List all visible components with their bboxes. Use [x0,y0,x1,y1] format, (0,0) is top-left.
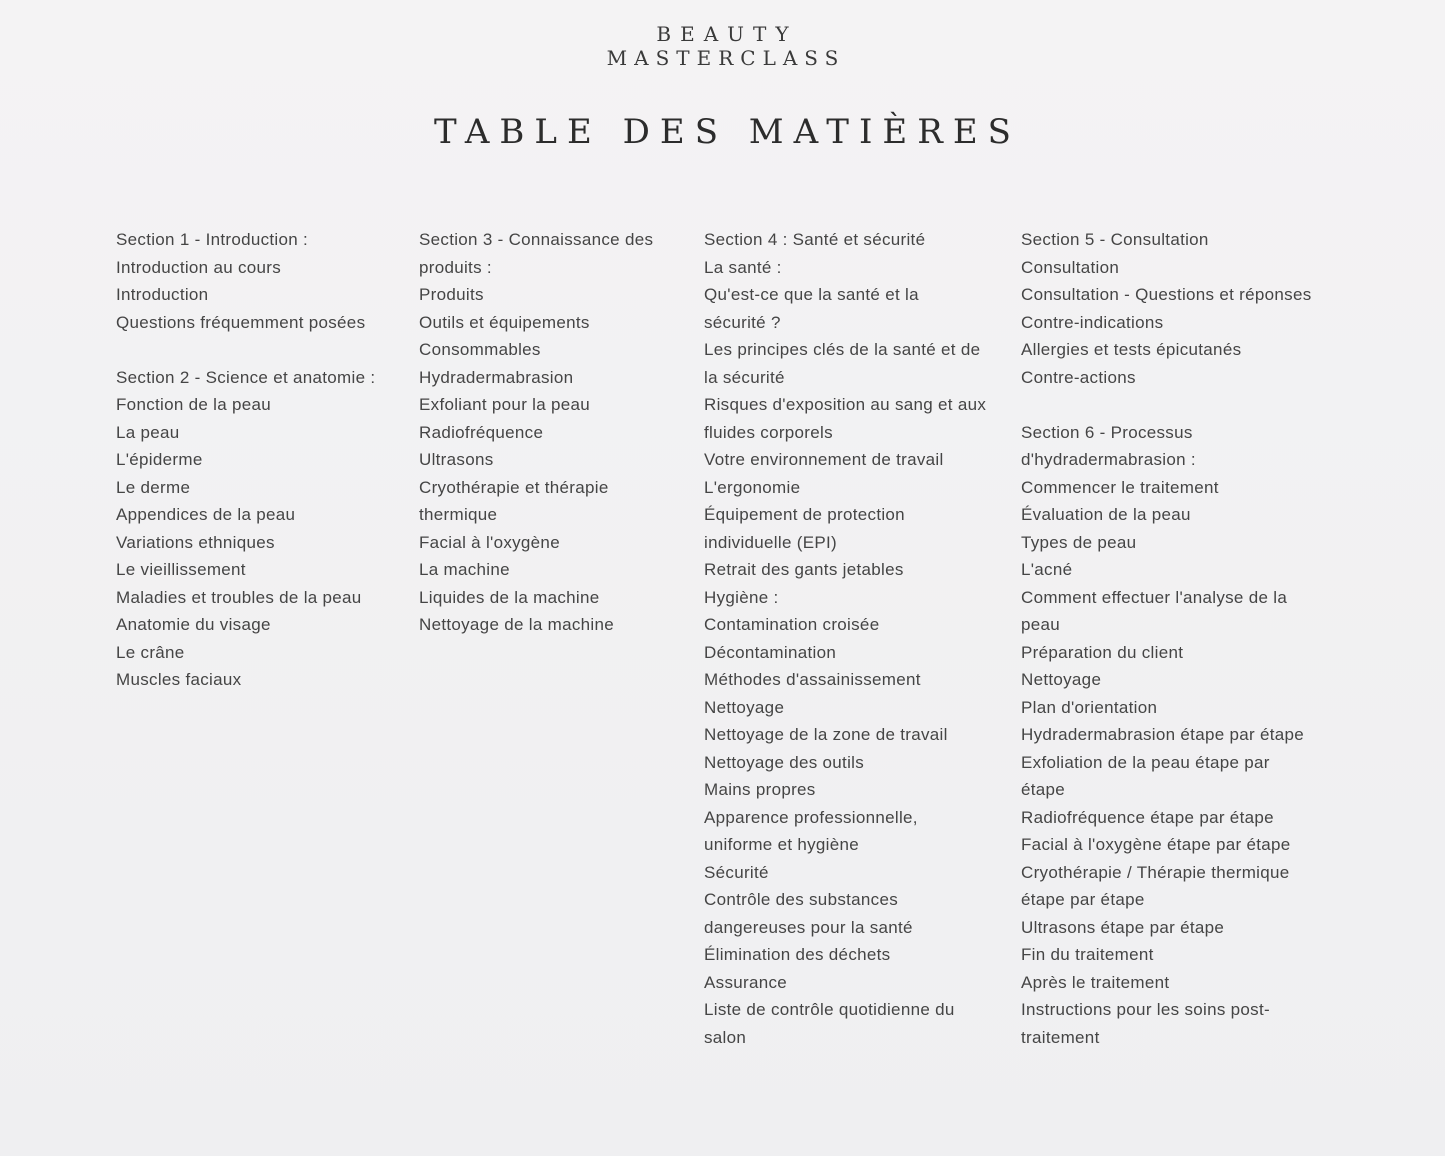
toc-entry: Exfoliation de la peau étape par [1021,752,1270,772]
toc-entry: L'ergonomie [704,477,801,497]
toc-entry: Muscles faciaux [116,670,242,689]
toc-entry: Élimination des déchets [704,945,891,964]
toc-entry: Facial à l'oxygène étape par étape [1021,835,1291,854]
toc-entry: La santé : [704,257,782,277]
toc-entry: Section 1 - Introduction : [116,230,309,249]
toc-entry: L'épiderme [116,450,203,469]
toc-entry: Anatomie du visage [116,615,271,634]
section-spacer [1021,391,1312,419]
toc-entry: Préparation du client [1021,642,1184,662]
toc-entry: Nettoyage [1021,670,1102,689]
toc-entry: Risques d'exposition au sang et aux [704,395,987,414]
toc-entry: L'acné [1021,560,1073,579]
toc-entry: Contamination croisée [704,615,880,634]
toc-entry: Apparence professionnelle, [704,807,918,827]
brand-line-2: MASTERCLASS [606,46,846,70]
toc-entry: Consultation [1021,257,1120,277]
toc-entry: Assurance [704,972,788,992]
toc-entry: Contre-actions [1021,367,1136,387]
toc-entry: uniforme et hygiène [704,835,860,854]
toc-entry: Variations ethniques [116,532,275,552]
toc-entry: étape par étape [1021,890,1145,909]
toc-entry: Cryothérapie et thérapie [419,477,609,497]
toc-entry: produits : [419,257,492,277]
toc-entry: d'hydradermabrasion : [1021,450,1196,469]
page-title: TABLE DES MATIÈRES [434,112,1021,152]
toc-entry: Fin du traitement [1021,945,1154,964]
toc-entry: Consommables [419,340,541,359]
toc-entry: Introduction [116,285,209,304]
toc-entry: Liste de contrôle quotidienne du [704,1000,955,1019]
toc-entry: Radiofréquence [419,422,544,442]
toc-entry: Le crâne [116,642,185,662]
toc-entry: Section 2 - Science et anatomie : [116,367,376,387]
toc-entry: individuelle (EPI) [704,532,837,552]
toc-entry: Méthodes d'assainissement [704,670,921,689]
toc-entry: Décontamination [704,642,837,662]
toc-entry: Comment effectuer l'analyse de la [1021,587,1288,607]
toc-entry: Équipement de protection [704,505,905,524]
toc-entry: Votre environnement de travail [704,450,944,469]
toc-entry: Types de peau [1021,532,1137,552]
toc-entry: Nettoyage de la zone de travail [704,725,948,744]
toc-entry: Sécurité [704,862,769,882]
toc-entry: dangereuses pour la santé [704,917,913,937]
toc-entry: Hydradermabrasion étape par étape [1021,725,1305,744]
toc-entry: Qu'est-ce que la santé et la [704,285,919,304]
toc-entry: Contre-indications [1021,312,1164,332]
toc-entry: Liquides de la machine [419,587,600,607]
toc-entry: Contrôle des substances [704,890,899,909]
toc-entry: Après le traitement [1021,972,1170,992]
toc-entry: La machine [419,560,510,579]
brand-logo [0,22,1445,70]
toc-entry: Nettoyage de la machine [419,615,614,634]
toc-entry: Évaluation de la peau [1021,505,1191,524]
toc-entry: Instructions pour les soins post- [1021,1000,1270,1019]
toc-entry: Questions fréquemment posées [116,312,366,332]
toc-entry: Radiofréquence étape par étape [1021,807,1274,827]
toc-column-2 [419,226,653,639]
toc-entry: Commencer le traitement [1021,477,1219,497]
toc-entry: Les principes clés de la santé et de [704,340,981,359]
toc-entry: Appendices de la peau [116,505,296,524]
toc-entry: fluides corporels [704,422,833,442]
toc-entry: Exfoliant pour la peau [419,395,591,414]
toc-entry: Hygiène : [704,587,779,607]
toc-entry: Section 6 - Processus [1021,422,1193,442]
toc-entry: la sécurité [704,367,785,387]
toc-entry: peau [1021,615,1061,634]
toc-entry: Plan d'orientation [1021,697,1158,717]
toc-column-3 [704,226,986,1051]
brand-line-1: BEAUTY [656,22,798,46]
toc-entry: Fonction de la peau [116,395,272,414]
toc-entry: Hydradermabrasion [419,367,574,387]
toc-entry: Outils et équipements [419,312,590,332]
toc-entry: Introduction au cours [116,257,282,277]
toc-entry: thermique [419,505,498,524]
toc-entry: Nettoyage des outils [704,752,865,772]
toc-entry: traitement [1021,1027,1100,1047]
toc-entry: Section 5 - Consultation [1021,230,1209,249]
toc-entry: La peau [116,422,180,442]
toc-entry: étape [1021,780,1066,799]
toc-column-1 [116,226,375,694]
toc-entry: Consultation - Questions et réponses [1021,285,1312,304]
toc-entry: Nettoyage [704,697,785,717]
toc-entry: Ultrasons [419,450,494,469]
section-spacer [116,336,375,364]
toc-entry: Retrait des gants jetables [704,560,904,579]
toc-entry: Section 3 - Connaissance des [419,230,654,249]
toc-entry: Allergies et tests épicutanés [1021,340,1242,359]
toc-entry: Mains propres [704,780,816,799]
toc-entry: Ultrasons étape par étape [1021,917,1225,937]
toc-entry: sécurité ? [704,312,781,332]
toc-entry: Le derme [116,477,191,497]
toc-entry: Produits [419,285,484,304]
toc-column-4 [1021,226,1312,1051]
toc-entry: Le vieillissement [116,560,246,579]
toc-entry: Maladies et troubles de la peau [116,587,362,607]
toc-entry: salon [704,1027,747,1047]
toc-entry: Section 4 : Santé et sécurité [704,230,926,249]
toc-entry: Cryothérapie / Thérapie thermique [1021,862,1290,882]
toc-entry: Facial à l'oxygène [419,532,560,552]
